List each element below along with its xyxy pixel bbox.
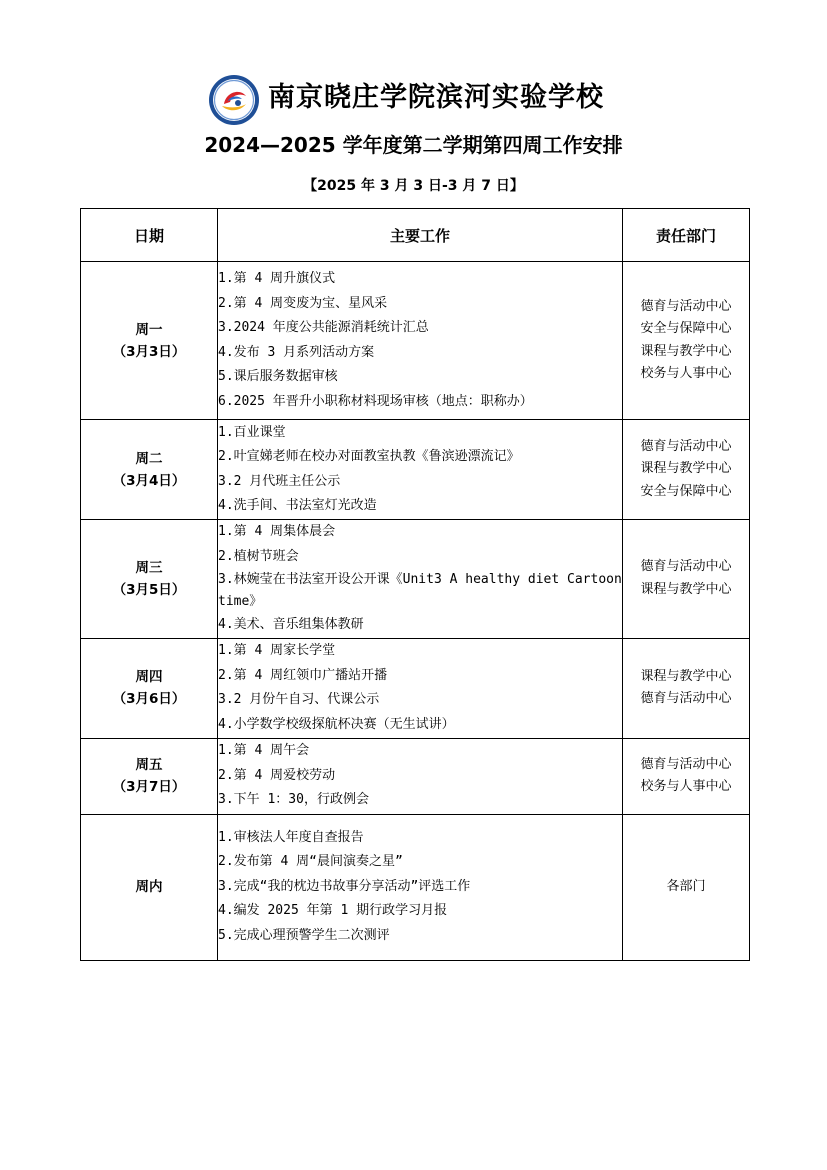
day-label: 周五: [135, 757, 163, 773]
department-cell: [623, 814, 750, 960]
department-name: 安全与保障中心: [640, 483, 732, 499]
department-name: 课程与教学中心: [640, 581, 732, 597]
day-cell: [81, 638, 218, 738]
day-date: （3月6日）: [112, 691, 186, 707]
day-label: 周内: [135, 879, 163, 895]
table-row: [81, 738, 750, 814]
work-item: 3.2 月代班主任公示: [218, 473, 341, 489]
schedule-table: [80, 208, 750, 961]
department-name: 校务与人事中心: [640, 779, 732, 794]
day-label: 周四: [135, 669, 163, 685]
school-logo-icon: [208, 74, 260, 126]
document-header: [0, 70, 827, 130]
work-cell: [218, 738, 623, 814]
work-item: 2.叶宣娣老师在校办对面教室执教《鲁滨逊漂流记》: [218, 449, 520, 464]
department-name: 德育与活动中心: [640, 691, 732, 706]
department-cell: [623, 638, 750, 738]
day-cell: [81, 738, 218, 814]
department-cell: [623, 738, 750, 814]
department-name: 校务与人事中心: [640, 366, 732, 381]
work-item: 6.2025 年晋升小职称材料现场审核（地点：职称办）: [218, 393, 533, 409]
department-name: 德育与活动中心: [640, 559, 732, 575]
table-header-row: [81, 209, 750, 262]
department-name: 课程与教学中心: [640, 343, 732, 359]
table-row: [81, 520, 750, 639]
table-row: [81, 262, 750, 420]
work-cell: [218, 420, 623, 520]
day-label: 周三: [135, 559, 163, 576]
column-header-work: 主要工作: [218, 209, 623, 262]
day-cell: [81, 262, 218, 420]
day-date: （3月5日）: [112, 581, 186, 598]
work-item: 1.第 4 周升旗仪式: [218, 271, 336, 286]
department-name: 各部门: [666, 878, 706, 894]
work-item: 5.课后服务数据审核: [218, 369, 338, 384]
work-item: 1.审核法人年度自查报告: [218, 829, 364, 845]
department-name: 德育与活动中心: [640, 298, 732, 314]
column-header-department: 责任部门: [623, 209, 750, 262]
department-name: 安全与保障中心: [640, 321, 732, 336]
work-cell: [218, 638, 623, 738]
work-item: 2.第 4 周红领巾广播站开播: [218, 667, 388, 683]
work-item: 3.完成“我的枕边书故事分享活动”评选工作: [218, 878, 471, 894]
work-cell: [218, 520, 623, 639]
work-item: 4.美术、音乐组集体教研: [218, 617, 364, 632]
school-name: 南京晓庄学院滨河实验学校: [268, 82, 604, 113]
department-name: 德育与活动中心: [640, 438, 732, 454]
day-date: （3月7日）: [112, 779, 186, 795]
document-title: 2024—2025 学年度第二学期第四周工作安排: [204, 133, 623, 157]
department-name: 课程与教学中心: [640, 461, 732, 477]
day-date: （3月4日）: [112, 472, 186, 489]
work-item: 1.百业课堂: [218, 424, 286, 440]
department-cell: [623, 420, 750, 520]
work-item: 2.植树节班会: [218, 548, 299, 564]
day-date: （3月3日）: [112, 343, 186, 360]
day-label: 周二: [135, 450, 163, 467]
department-cell: [623, 262, 750, 420]
table-row: [81, 814, 750, 960]
work-item: 3.林婉莹在书法室开设公开课《Unit3 A healthy diet Cartoon time》: [218, 572, 622, 609]
day-cell: [81, 420, 218, 520]
table-row: [81, 420, 750, 520]
column-header-date: 日期: [81, 209, 218, 262]
work-item: 4.小学数学校级探航杯决赛（无生试讲）: [218, 716, 455, 732]
department-cell: [623, 520, 750, 639]
work-item: 4.发布 3 月系列活动方案: [218, 344, 375, 360]
department-name: 课程与教学中心: [640, 668, 732, 684]
work-cell: [218, 814, 623, 960]
work-item: 4.编发 2025 年第 1 期行政学习月报: [218, 903, 448, 919]
date-range: 【2025 年 3 月 3 日-3 月 7 日】: [303, 178, 524, 194]
work-item: 3.2024 年度公共能源消耗统计汇总: [218, 320, 429, 335]
work-item: 5.完成心理预警学生二次测评: [218, 927, 390, 943]
work-item: 3.下午 1：30，行政例会: [218, 792, 369, 808]
work-cell: [218, 262, 623, 420]
department-name: 德育与活动中心: [640, 756, 732, 772]
table-row: [81, 638, 750, 738]
work-item: 2.发布第 4 周“晨间演奏之星”: [218, 854, 403, 870]
work-item: 2.第 4 周变废为宝、星风采: [218, 295, 388, 311]
work-item: 2.第 4 周爱校劳动: [218, 767, 336, 783]
work-item: 1.第 4 周集体晨会: [218, 524, 336, 539]
day-cell: [81, 520, 218, 639]
work-item: 4.洗手间、书法室灯光改造: [218, 498, 377, 513]
work-item: 1.第 4 周家长学堂: [218, 643, 336, 658]
work-item: 1.第 4 周午会: [218, 743, 310, 759]
work-item: 3.2 月份午自习、代课公示: [218, 692, 380, 707]
day-label: 周一: [135, 321, 163, 338]
day-cell: [81, 814, 218, 960]
